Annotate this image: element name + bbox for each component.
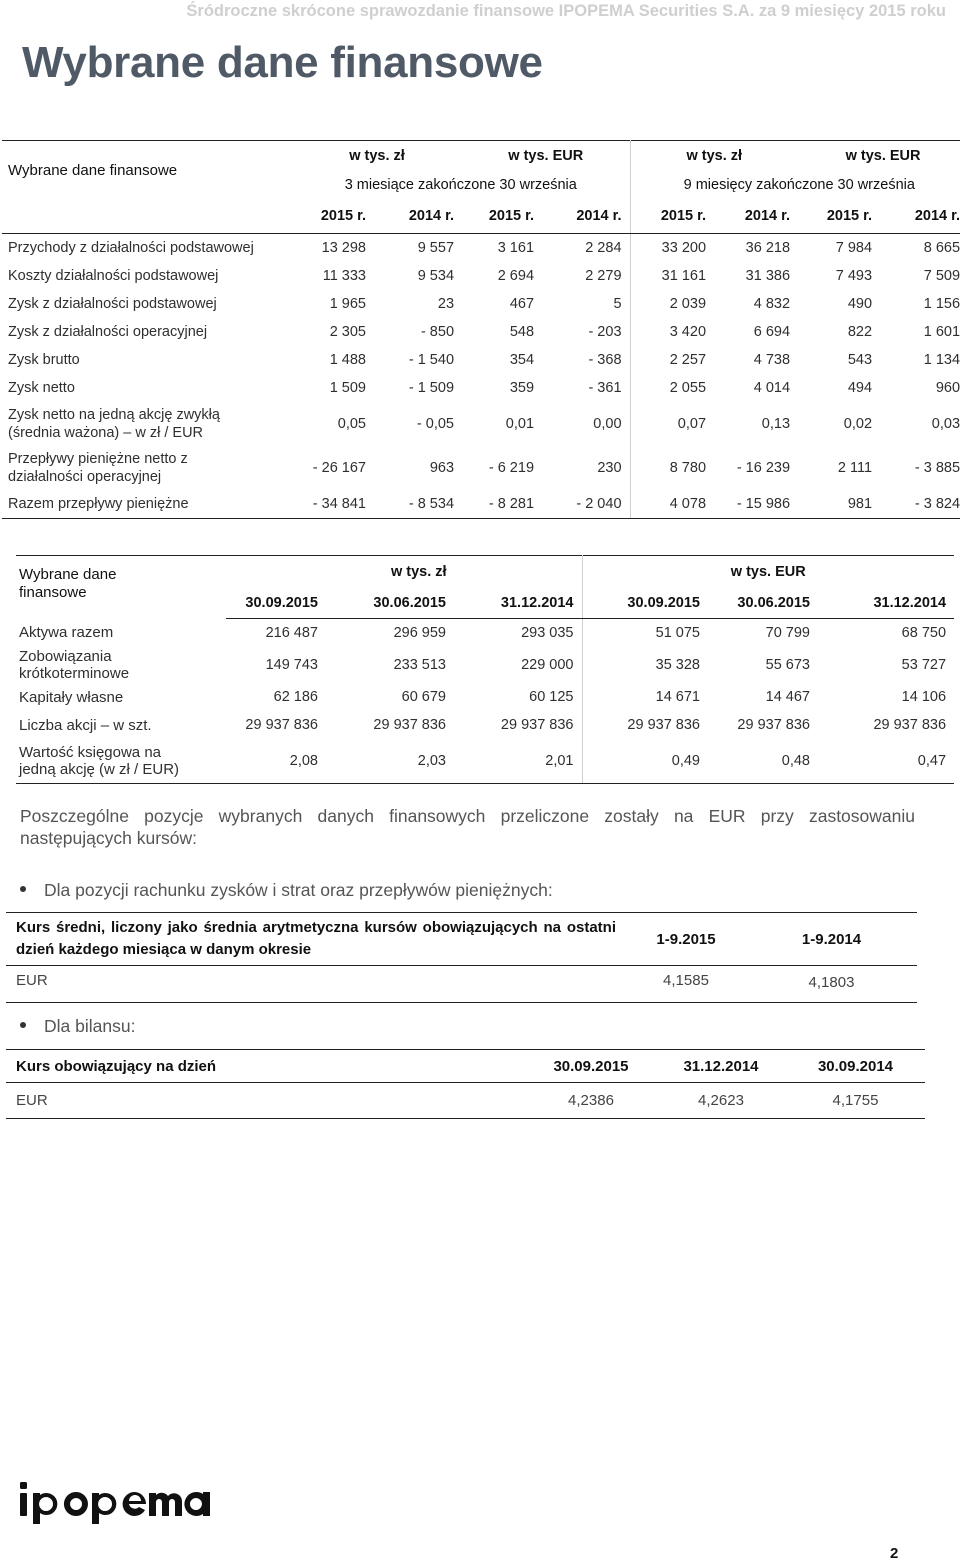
cell-value: 0,07 (630, 402, 714, 446)
table-row (2, 446, 960, 490)
cell-value: 31 386 (745, 268, 791, 284)
table-row (16, 647, 954, 683)
row-label-line: Zysk z działalności operacyjnej (8, 324, 208, 340)
cell-value: 1 134 (923, 352, 960, 368)
bullet-text: Dla pozycji rachunku zysków i strat oraz przepływów pieniężnych: (44, 880, 553, 900)
table1-year: 2015 r. (630, 199, 714, 234)
cell-value: 149 743 (265, 656, 318, 673)
row-label (2, 346, 292, 374)
cell-value: 29 937 836 (737, 717, 810, 733)
table4-value: 4,2623 (656, 1083, 786, 1119)
bullet-income (20, 880, 553, 901)
row-label-line: Koszty działalności podstawowej (8, 268, 219, 284)
cell-value: 53 727 (901, 656, 947, 673)
cell-value: 467 (509, 296, 535, 312)
row-label (16, 739, 226, 784)
table1-unit-eur-q: w tys. EUR (508, 148, 584, 164)
table-row (2, 402, 960, 446)
table1-unit-pln-q: w tys. zł (349, 148, 405, 164)
row-label (16, 647, 226, 683)
row-label (2, 262, 292, 290)
table4-value: 4,2386 (526, 1083, 656, 1119)
table1-period-9m: 9 miesięcy zakończone 30 września (630, 171, 960, 199)
cell-value: 0,48 (708, 739, 818, 784)
cell-value: 29 937 836 (245, 717, 318, 733)
cell-value: 5 (613, 296, 622, 312)
table1-year: 2015 r. (798, 199, 880, 234)
cell-value: 0,05 (337, 416, 366, 432)
cell-value: 9 534 (417, 268, 455, 284)
row-label-line: Kapitały własne (19, 688, 124, 706)
cell-value: 0,03 (931, 416, 960, 432)
cell-value: 216 487 (265, 625, 318, 641)
table-row (2, 262, 960, 290)
cell-value: 29 937 836 (500, 717, 574, 733)
table2-label (16, 556, 226, 619)
row-label-line: Zobowiązania (19, 648, 112, 665)
cell-value: 7 493 (835, 268, 873, 284)
table2-unit-pln: w tys. zł (390, 564, 447, 580)
cell-value: 3 420 (630, 318, 714, 346)
cell-value: 0,02 (843, 416, 873, 432)
cell-value: 4 738 (753, 352, 791, 368)
table3-period: 1-9.2015 (626, 913, 746, 966)
cell-value: - 368 (588, 352, 622, 368)
cell-value: 70 799 (765, 625, 810, 641)
cell-value: 29 937 836 (373, 717, 446, 733)
cell-value: - 850 (420, 324, 455, 340)
cell-value: - 16 239 (736, 460, 791, 476)
table1-year: 2014 r. (714, 199, 798, 234)
row-label-line: Aktywa razem (19, 624, 114, 642)
table1-label: Wybrane dane finansowe (8, 161, 178, 179)
table3-currency: EUR (6, 966, 626, 1003)
cell-value: - 1 540 (408, 352, 455, 368)
cell-value: 4 078 (630, 490, 714, 519)
cell-value: 1 601 (923, 324, 960, 340)
cell-value: 8 665 (923, 240, 960, 256)
page-title: Wybrane dane finansowe (22, 38, 543, 87)
row-label-line: jedną akcję (w zł / EUR) (19, 761, 180, 778)
cell-value: 1 509 (329, 380, 366, 396)
exchange-rate-note: Poszczególne pozycje wybranych danych finansowych przeliczone zostały na EUR przy zastosowaniu następujących kursów: (20, 806, 915, 848)
cell-value: 4 014 (753, 380, 791, 396)
cell-value: 36 218 (745, 240, 791, 256)
cell-value: 2 284 (585, 240, 622, 256)
table-row (2, 346, 960, 374)
table3-period: 1-9.2014 (746, 913, 917, 966)
cell-value: 230 (597, 460, 622, 476)
table3-label: Kurs średni, liczony jako średnia arytmetyczna kursów obowiązujących na ostatni dzień każdego miesiąca w danym okresie (6, 913, 626, 966)
cell-value: 296 959 (393, 625, 446, 641)
row-label-line: Liczba akcji – w szt. (19, 716, 152, 734)
row-label (16, 711, 226, 739)
cell-value: - 8 534 (374, 490, 462, 519)
cell-value: 29 937 836 (582, 711, 708, 739)
cell-value: 0,13 (761, 416, 791, 432)
table1-year: 2015 r. (462, 199, 542, 234)
row-label-line: Wartość księgowa na (19, 744, 162, 761)
row-label-line: działalności operacyjnej (8, 469, 162, 485)
document-header: Śródroczne skrócone sprawozdanie finansowe IPOPEMA Securities S.A. za 9 miesięcy 2015 roku (186, 2, 946, 20)
cell-value: 14 106 (901, 689, 947, 705)
row-label-line: Przychody z działalności podstawowej (8, 240, 254, 256)
table1-year: 2014 r. (880, 199, 960, 234)
average-rate-table (6, 912, 917, 1003)
cell-value: 31 161 (630, 262, 714, 290)
row-label (2, 374, 292, 402)
row-label (2, 318, 292, 346)
table4-date: 30.09.2014 (786, 1050, 925, 1083)
cell-value: 229 000 (521, 656, 574, 673)
row-label (2, 446, 292, 490)
cell-value: - 8 281 (462, 490, 542, 519)
table-row (2, 490, 960, 519)
cell-value: 33 200 (630, 234, 714, 263)
row-label-line: Przepływy pieniężne netto z (8, 451, 188, 467)
cell-value: 4 832 (753, 296, 791, 312)
table1-unit-pln-9m: w tys. zł (630, 141, 798, 172)
cell-value: 2 257 (630, 346, 714, 374)
cell-value: - 203 (588, 324, 622, 340)
cell-value: 1 488 (329, 352, 366, 368)
table2-date: 30.06.2015 (708, 588, 818, 619)
cell-value: 981 (798, 490, 880, 519)
cell-value: 60 679 (401, 689, 446, 705)
cell-value: 0,47 (818, 739, 954, 784)
cell-value: 7 984 (835, 240, 873, 256)
table2-unit-eur: w tys. EUR (582, 556, 954, 589)
bullet-dot-icon (20, 886, 26, 892)
row-label-line: Zysk z działalności podstawowej (8, 296, 217, 312)
table2-date: 31.12.2014 (818, 588, 954, 619)
cell-value: 822 (847, 324, 873, 340)
cell-value: 2,03 (326, 739, 454, 784)
cell-value: - 1 509 (408, 380, 455, 396)
cell-value: 14 671 (582, 683, 708, 711)
cell-value: 0,49 (582, 739, 708, 784)
bullet-balance (20, 1016, 135, 1037)
cell-value: - 3 885 (914, 460, 960, 476)
table4-date: 30.09.2015 (526, 1050, 656, 1083)
cell-value: - 361 (588, 380, 622, 396)
table2-date: 31.12.2014 (454, 588, 582, 619)
cell-value: - 26 167 (312, 460, 366, 476)
cell-value: 6 694 (753, 324, 791, 340)
cell-value: 543 (847, 352, 873, 368)
cell-value: 11 333 (322, 268, 366, 284)
table1-year: 2015 r. (292, 199, 374, 234)
table4-date: 31.12.2014 (656, 1050, 786, 1083)
spot-rate-table (6, 1049, 925, 1119)
cell-value: 55 673 (765, 656, 810, 673)
cell-value: - 2 040 (542, 490, 630, 519)
income-cashflow-table (2, 140, 960, 519)
row-label-line: (średnia ważona) – w zł / EUR (8, 425, 204, 441)
bullet-text: Dla bilansu: (44, 1016, 136, 1036)
row-label (16, 619, 226, 648)
page-number: 2 (890, 1545, 899, 1562)
cell-value: 359 (509, 380, 535, 396)
cell-value: 1 156 (923, 296, 960, 312)
cell-value: 0,01 (505, 416, 535, 432)
cell-value: 2 111 (837, 460, 873, 476)
cell-value: 0,00 (593, 416, 622, 432)
cell-value: 35 328 (582, 647, 708, 683)
table1-year: 2014 r. (374, 199, 462, 234)
cell-value: 233 513 (393, 656, 446, 673)
cell-value: 1 965 (329, 296, 366, 312)
table-row (16, 619, 954, 648)
cell-value: - 6 219 (488, 460, 535, 476)
cell-value: 13 298 (321, 240, 366, 256)
table-row (2, 318, 960, 346)
cell-value: - 3 824 (880, 490, 960, 519)
row-label-line: Razem przepływy pieniężne (8, 496, 189, 512)
table-row (16, 711, 954, 739)
table2-label-line: finansowe (19, 584, 87, 601)
table2-label-line: Wybrane dane (19, 566, 117, 583)
cell-value: 60 125 (529, 689, 574, 705)
cell-value: 548 (509, 324, 535, 340)
table2-date: 30.09.2015 (226, 588, 326, 619)
cell-value: - 15 986 (714, 490, 798, 519)
table-row (2, 234, 960, 263)
table1-year: 2014 r. (542, 199, 630, 234)
row-label-line: Zysk brutto (8, 352, 80, 368)
cell-value: 490 (847, 296, 873, 312)
table1-unit-eur-9m: w tys. EUR (845, 148, 921, 164)
cell-value: 8 780 (630, 446, 714, 490)
cell-value: 3 161 (497, 240, 535, 256)
cell-value: 9 557 (417, 240, 455, 256)
cell-value: 2,01 (454, 739, 582, 784)
cell-value: 2 039 (630, 290, 714, 318)
table4-value: 4,1755 (786, 1083, 925, 1119)
cell-value: 960 (935, 380, 960, 396)
cell-value: 2 055 (630, 374, 714, 402)
ipopema-logo (18, 1480, 210, 1530)
cell-value: - 0,05 (416, 416, 455, 432)
cell-value: 963 (429, 460, 455, 476)
row-label-line: krótkoterminowe (19, 665, 130, 682)
table4-currency: EUR (6, 1083, 526, 1119)
table2-date: 30.06.2015 (326, 588, 454, 619)
cell-value: 293 035 (521, 625, 574, 641)
cell-value: 14 467 (765, 689, 810, 705)
table4-label: Kurs obowiązujący na dzień (6, 1050, 526, 1083)
balance-sheet-table (16, 555, 954, 784)
bullet-dot-icon (20, 1022, 26, 1028)
cell-value: 2 305 (329, 324, 366, 340)
table2-date: 30.09.2015 (582, 588, 708, 619)
row-label (2, 234, 292, 263)
cell-value: 68 750 (901, 625, 947, 641)
table3-value: 4,1585 (626, 966, 746, 1003)
row-label (2, 490, 292, 519)
cell-value: 23 (437, 296, 455, 312)
table-row (16, 739, 954, 784)
row-label (2, 402, 292, 446)
row-label (16, 683, 226, 711)
table-row (2, 374, 960, 402)
cell-value: 7 509 (923, 268, 960, 284)
cell-value: 51 075 (582, 619, 708, 648)
cell-value: 494 (847, 380, 873, 396)
row-label-line: Zysk netto (8, 380, 75, 396)
table3-value: 4,1803 (746, 966, 917, 1003)
table1-period-q: 3 miesiące zakończone 30 września (344, 177, 577, 193)
row-label-line: Zysk netto na jedną akcję zwykłą (8, 407, 220, 423)
table-row (2, 290, 960, 318)
cell-value: - 34 841 (292, 490, 374, 519)
cell-value: 29 937 836 (873, 717, 947, 733)
cell-value: 62 186 (273, 689, 318, 705)
cell-value: 2 279 (585, 268, 622, 284)
row-label (2, 290, 292, 318)
cell-value: 2 694 (497, 268, 535, 284)
cell-value: 354 (509, 352, 535, 368)
table-row (16, 683, 954, 711)
cell-value: 2,08 (226, 739, 326, 784)
